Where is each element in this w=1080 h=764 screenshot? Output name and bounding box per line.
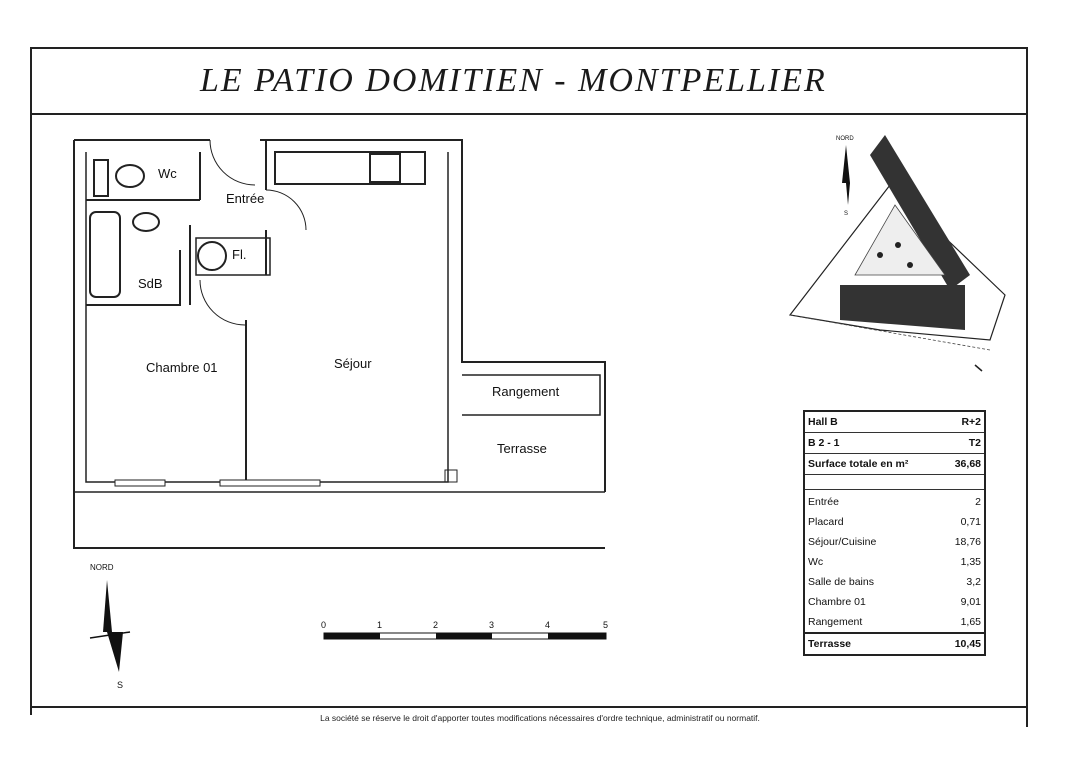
table-row-surface <box>805 454 984 475</box>
room-area-value: 1,35 <box>960 556 981 568</box>
room-area-label: Placard <box>808 516 844 528</box>
table-row <box>805 512 984 532</box>
table-row <box>805 572 984 592</box>
site-plan <box>780 125 1025 375</box>
site-marker <box>975 365 982 371</box>
wc-bowl <box>116 165 144 187</box>
bedroom-door-arc <box>200 280 245 325</box>
scale-label-3: 3 <box>489 620 495 630</box>
surface-label: Surface totale en m² <box>808 458 909 470</box>
floor-plan <box>70 130 630 560</box>
wc-tank <box>94 160 108 196</box>
table-row <box>805 552 984 572</box>
hall-label: Hall B <box>808 416 838 428</box>
room-area-label: Entrée <box>808 496 839 508</box>
bathtub <box>90 212 120 297</box>
room-label-placard: Fl. <box>232 247 247 262</box>
room-area-value: 1,65 <box>960 616 981 628</box>
frame-top-line <box>30 47 1028 49</box>
sink <box>133 213 159 231</box>
site-compass-arrow-icon <box>842 145 850 183</box>
room-label-sdb: SdB <box>138 276 163 291</box>
compass-north-label: NORD <box>90 563 114 572</box>
room-area-value: 0,71 <box>960 516 981 528</box>
front-door-arc <box>210 140 255 185</box>
scale-label-1: 1 <box>377 620 383 630</box>
level-label: R+2 <box>961 416 981 428</box>
plan-compass <box>85 560 145 695</box>
room-area-value: 3,2 <box>966 576 981 588</box>
scale-segment-dark <box>548 633 606 639</box>
kitchen-sink <box>370 154 400 182</box>
table-row <box>805 612 984 632</box>
room-label-rangement: Rangement <box>492 384 560 399</box>
compass-south-arrow-icon <box>107 632 123 672</box>
surface-table <box>803 410 986 656</box>
sejour-window <box>220 480 320 486</box>
surface-value: 36,68 <box>954 458 981 470</box>
room-area-label: Wc <box>808 556 824 568</box>
scale-segment-dark <box>324 633 380 639</box>
lot-label: B 2 - 1 <box>808 437 840 449</box>
kitchen-counter <box>275 152 425 184</box>
room-label-chambre: Chambre 01 <box>146 360 218 375</box>
scale-segment-dark <box>436 633 492 639</box>
tree-icon <box>877 252 883 258</box>
scale-label-2: 2 <box>433 620 439 630</box>
frame-right-line <box>1026 47 1028 727</box>
entry-door-arc <box>266 190 306 230</box>
room-label-sejour: Séjour <box>334 356 372 371</box>
room-area-value: 18,76 <box>954 536 981 548</box>
site-compass-north-label: NORD <box>836 136 854 142</box>
scale-bar <box>318 618 618 648</box>
table-row-terrasse <box>805 632 984 654</box>
scale-label-0: 0 <box>321 620 327 630</box>
room-area-label: Chambre 01 <box>808 596 866 608</box>
table-row-hall <box>805 412 984 433</box>
room-label-terrasse: Terrasse <box>497 441 547 456</box>
frame-bottom-line <box>30 706 1028 708</box>
frame-left-line <box>30 47 32 715</box>
frame-title-underline <box>30 113 1028 115</box>
building-block-south <box>840 285 965 330</box>
compass-south-label: S <box>117 680 124 690</box>
page-title: LE PATIO DOMITIEN - MONTPELLIER <box>200 62 827 99</box>
terrasse-value: 10,45 <box>954 638 981 650</box>
room-area-label: Rangement <box>808 616 863 628</box>
room-label-entree: Entrée <box>226 191 265 206</box>
tree-icon <box>907 262 913 268</box>
inner-wall-outline <box>86 152 448 482</box>
tree-icon <box>895 242 901 248</box>
column <box>445 470 457 482</box>
compass-north-arrow-icon <box>103 580 112 632</box>
room-area-label: Séjour/Cuisine <box>808 536 877 548</box>
terrasse-label: Terrasse <box>808 638 852 650</box>
table-row <box>805 492 984 512</box>
room-area-label: Salle de bains <box>808 576 874 588</box>
room-area-value: 9,01 <box>960 596 981 608</box>
room-list <box>805 490 984 632</box>
room-area-value: 2 <box>975 496 981 508</box>
footer-note: La société se réserve le droit d'apporter toutes modifications nécessaires d'ordre technique, administratif ou normatif. <box>320 713 760 723</box>
scale-label-5: 5 <box>603 620 609 630</box>
table-spacer <box>805 475 984 490</box>
exterior-wall-bottom <box>74 140 605 548</box>
exterior-wall <box>74 140 605 492</box>
table-row <box>805 592 984 612</box>
site-compass-south-label: S <box>844 211 849 217</box>
water-heater <box>198 242 226 270</box>
scale-label-4: 4 <box>545 620 551 630</box>
table-row <box>805 532 984 552</box>
room-label-wc: Wc <box>158 166 177 181</box>
site-compass-tail-icon <box>846 183 850 205</box>
bedroom-window <box>115 480 165 486</box>
table-row-lot <box>805 433 984 454</box>
type-label: T2 <box>968 437 981 449</box>
